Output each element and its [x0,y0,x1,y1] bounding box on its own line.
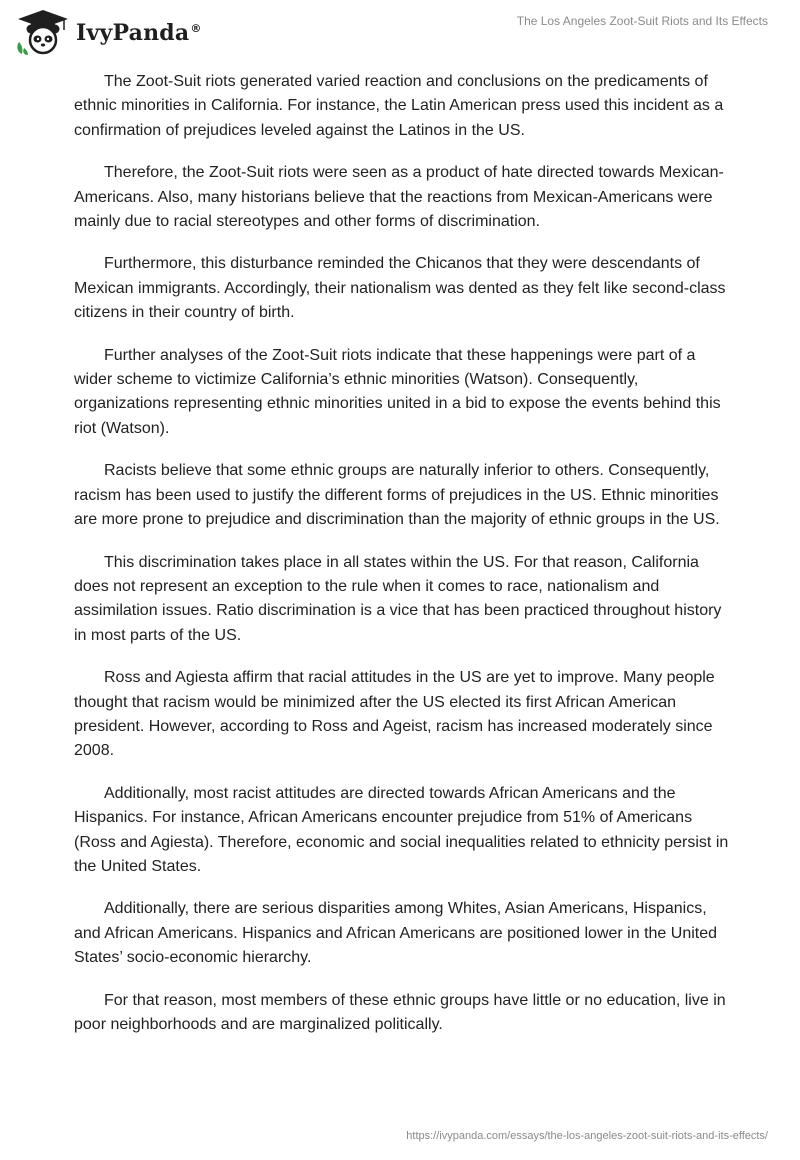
paragraph-6: This discrimination takes place in all states within the US. For that reason, California does not represent an exception to the rule when it comes to race, nationalism and assimilation issues. Ratio discrimination is a vice that has been practiced throughout history in most parts of the US. [74,553,722,644]
paragraph-3: Furthermore, this disturbance reminded the Chicanos that they were descendants of Mexican immigrants. Accordingly, their nationalism was dented as they felt like second-class citizens in their country of birth. [74,255,726,322]
paragraph-2: Therefore, the Zoot-Suit riots were seen as a product of hate directed towards Mexican-Americans. Also, many historians believe that the reactions from Mexican-Americans were mainly due to racial stereotypes and other forms of discrimination. [74,164,724,231]
paragraph-8: Additionally, most racist attitudes are directed towards African Americans and the Hispanics. For instance, African Americans encounter prejudice from 51% of Americans (Ross and Agiesta). Therefore, economic and social inequalities related to ethnicity persist in the United States. [74,784,729,875]
panda-graduate-icon [14,8,72,56]
brand-logo[interactable] [14,8,202,56]
document-title: The Los Angeles Zoot-Suit Riots and Its Effects [516,14,768,28]
paragraph-4: Further analyses of the Zoot-Suit riots indicate that these happenings were part of a wider scheme to victimize California’s ethnic minorities (Watson). Consequently, organizations representing ethnic minorities united in a bid to expose the events behind this riot (Watson). [74,346,721,437]
paragraph-9: Additionally, there are serious disparities among Whites, Asian Americans, Hispanics, and African Americans. Hispanics and African Americans are positioned lower in the United States’ socio-economic hierarchy. [74,900,718,967]
paragraph-1: The Zoot-Suit riots generated varied reaction and conclusions on the predicaments of ethnic minorities in California. For instance, the Latin American press used this incident as a confirmation of prejudices leveled against the Latinos in the US. [74,73,724,139]
brand-name: IvyPanda® [76,20,202,46]
source-url-link[interactable]: https://ivypanda.com/essays/the-los-angeles-zoot-suit-riots-and-its-effects/ [406,1130,768,1142]
paragraph-10: For that reason, most members of these ethnic groups have little or no education, live in poor neighborhoods and are marginalized politically. [74,991,726,1033]
paragraph-5: Racists believe that some ethnic groups are naturally inferior to others. Consequently, racism has been used to justify the different forms of prejudices in the US. Ethnic minorities are more prone to prejudice and discrimination than the majority of ethnic groups in the US. [74,462,720,529]
registered-mark: ® [190,21,202,35]
page-header [0,0,800,66]
paragraph-7: Ross and Agiesta affirm that racial attitudes in the US are yet to improve. Many people thought that racism would be minimized after the US elected its first African American president. However, according to Ross and Ageist, racism has increased moderately since 2008. [74,669,715,760]
essay-body [74,70,734,1055]
